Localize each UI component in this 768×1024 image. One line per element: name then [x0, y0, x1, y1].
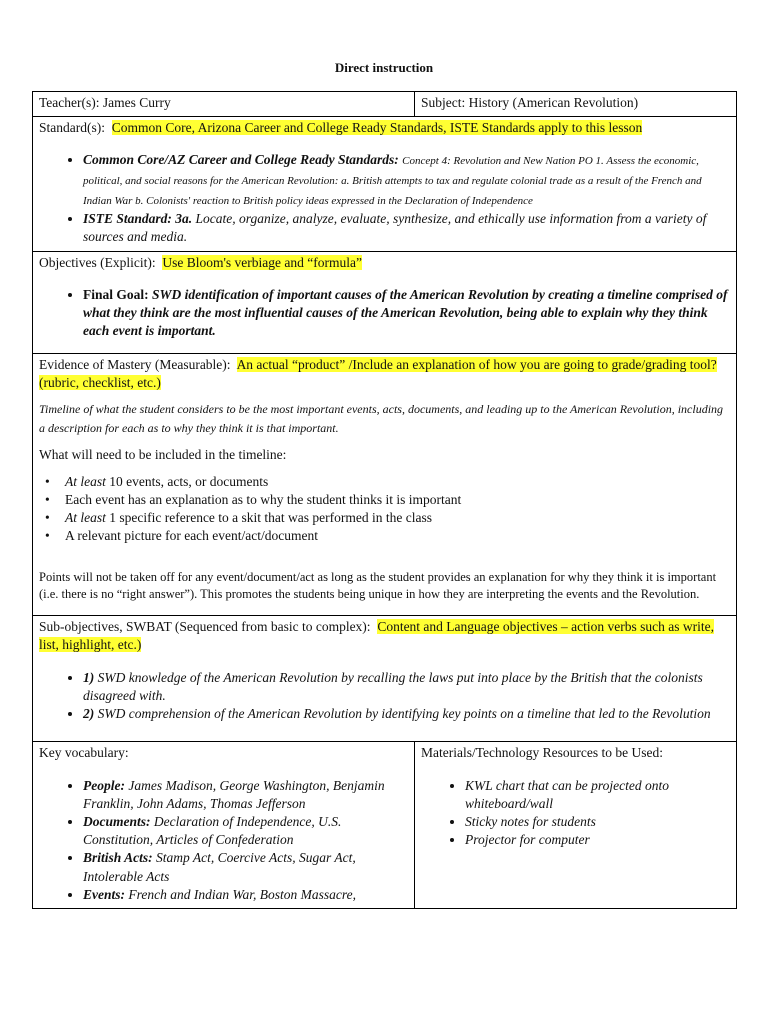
subobjective-number: 2) [83, 706, 95, 722]
list-item [43, 509, 730, 527]
requirement-text: A relevant picture for each event/act/document [65, 528, 319, 544]
subobjectives-label: Sub-objectives, SWBAT (Sequenced from basic to complex): [39, 619, 371, 635]
document-title: Direct instruction [334, 60, 434, 75]
requirement-text: 10 events, acts, or documents [105, 473, 269, 489]
list-item [83, 813, 408, 849]
vocab-text: French and Indian War, Boston Massacre, [125, 886, 356, 902]
lesson-plan-table [32, 91, 737, 909]
standard-text: Locate, organize, analyze, evaluate, synthesize, and ethically use information from a variety of sources and media. [83, 211, 707, 245]
evidence-highlight: An actual “product” /Include an explanation of how you are going to grade/grading tool? (rubric, checklist, etc.) [39, 356, 717, 390]
final-goal-text: SWD identification of important causes of the American Revolution by creating a timeline comprised of what they think are the most influential causes of the American Revolution, being able to explain why they think each event is important. [83, 286, 728, 339]
objectives-highlight: Use Bloom's verbiage and “formula” [162, 254, 362, 270]
evidence-intro: What will need to be included in the timeline: [39, 447, 287, 463]
subobjectives-cell [33, 616, 737, 742]
vocab-heading: Documents: [83, 813, 151, 829]
requirement-text: Each event has an explanation as to why the student thinks it is important [65, 491, 462, 507]
list-item [83, 777, 408, 813]
vocab-text: Stamp Act, Coercive Acts, Sugar Act, Intolerable Acts [83, 850, 356, 884]
list-item [83, 705, 730, 723]
vocab-heading: Events: [83, 886, 125, 902]
materials-label: Materials/Technology Resources to be Used: [421, 745, 663, 761]
subobjective-number: 1) [83, 669, 95, 685]
emphasis-text: At least [65, 510, 106, 525]
list-item [83, 669, 730, 705]
list-item: • KWL chart that can be projected onto whiteboard/wall [465, 777, 730, 813]
vocab-heading: People: [83, 777, 125, 793]
objectives-row [33, 251, 737, 353]
list-item [83, 886, 408, 904]
vocab-materials-row [33, 742, 737, 909]
subobjective-text: SWD comprehension of the American Revolution by identifying key points on a timeline that led to the Revolution [94, 706, 711, 722]
standards-label: Standard(s): [39, 120, 105, 136]
subject-cell: Subject: History (American Revolution) [415, 92, 737, 117]
list-item [43, 491, 730, 509]
subobjectives-list [39, 669, 730, 724]
materials-cell [415, 742, 737, 909]
list-item: • Projector for computer [465, 831, 730, 849]
standard-heading: ISTE Standard: 3a. [83, 211, 193, 227]
objectives-cell [33, 251, 737, 353]
final-goal-heading: Final Goal: [83, 286, 149, 302]
vocab-list [39, 777, 408, 905]
vocab-text: James Madison, George Washington, Benjamin Franklin, John Adams, Thomas Jefferson [83, 777, 385, 811]
subobjective-text: SWD knowledge of the American Revolution by recalling the laws put into place by the British that the colonists disagreed with. [83, 669, 703, 703]
standard-text: Concept 4: Revolution and New Nation PO 1. Assess the economic, political, and social reasons for the American Revolution: a. British attempts to tax and regulate colonial trade as a result of the French and Indian War b. Colonists' reaction to British policy ideas expressed in the Declaration of Independence [83, 155, 702, 207]
vocab-label: Key vocabulary: [39, 745, 129, 761]
requirement-text: 1 specific reference to a skit that was performed in the class [105, 510, 432, 525]
vocab-cell [33, 742, 415, 909]
standards-cell [33, 117, 737, 251]
list-item [83, 151, 730, 210]
standards-list [39, 151, 730, 246]
list-item [43, 473, 730, 491]
vocab-text: Declaration of Independence, U.S. Constitution, Articles of Confederation [83, 813, 342, 848]
list-item [83, 210, 730, 246]
standards-highlight: Common Core, Arizona Career and College Ready Standards, ISTE Standards apply to this lesson [111, 120, 643, 136]
subobjectives-row [33, 616, 737, 742]
evidence-label: Evidence of Mastery (Measurable): [39, 356, 231, 372]
vocab-heading: British Acts: [83, 850, 153, 866]
evidence-description: Timeline of what the student considers to be the most important events, acts, documents, and leading up to the American Revolution, including a description for each as to why they think it is that important. [39, 401, 724, 436]
list-item [83, 849, 408, 885]
materials-list [421, 777, 730, 850]
list-item [43, 527, 730, 545]
standards-row [33, 117, 737, 251]
emphasis-text: At least [65, 473, 106, 489]
objectives-label: Objectives (Explicit): [39, 254, 156, 270]
standard-heading: Common Core/AZ Career and College Ready Standards: [83, 152, 399, 168]
list-item [83, 286, 730, 341]
teacher-subject-row [33, 92, 737, 117]
timeline-requirements-list [39, 473, 730, 546]
teacher-cell: Teacher(s): James Curry [33, 92, 415, 117]
evidence-row [33, 353, 737, 616]
objectives-list [39, 286, 730, 341]
evidence-points-note: Points will not be taken off for any event/document/act as long as the student provides an explanation for why they think it is important (i.e. there is no “right answer”). This promotes the students being unique in how they are interpreting the events and the Revolution. [39, 570, 717, 602]
list-item: • Sticky notes for students [465, 813, 730, 831]
evidence-cell [33, 353, 737, 616]
subobjectives-highlight: Content and Language objectives – action verbs such as write, list, highlight, etc.) [39, 619, 714, 653]
